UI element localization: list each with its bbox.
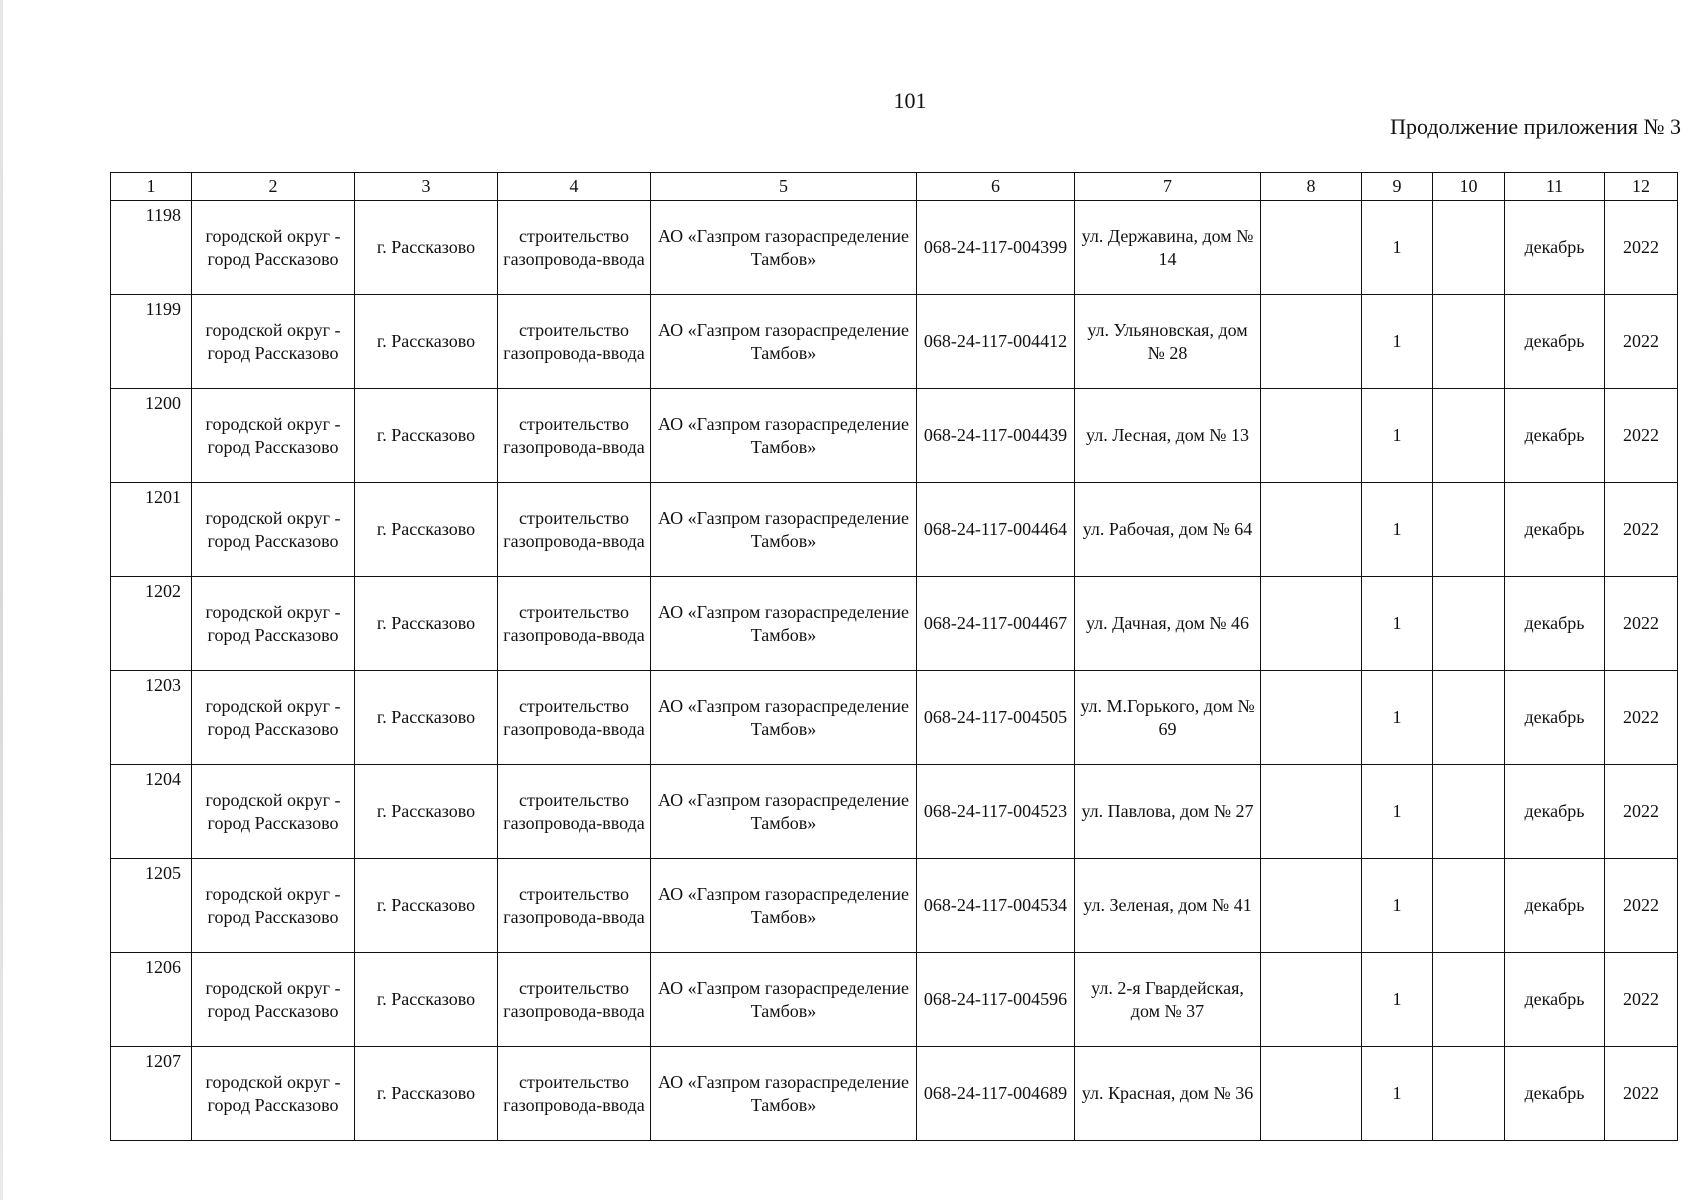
district-cell: городской округ - город Рассказово — [192, 953, 355, 1047]
district-cell: городской округ - город Рассказово — [192, 577, 355, 671]
organization-cell: АО «Газпром газораспределение Тамбов» — [651, 295, 917, 389]
object-code-cell: 068-24-117-004439 — [917, 389, 1075, 483]
table-row — [111, 953, 1678, 1047]
object-code-cell: 068-24-117-004505 — [917, 671, 1075, 765]
address-cell: ул. Красная, дом № 36 — [1075, 1047, 1261, 1141]
district-cell: городской округ - город Рассказово — [192, 483, 355, 577]
quantity-cell: 1 — [1362, 1047, 1433, 1141]
column-10-cell — [1433, 1047, 1505, 1141]
month-cell: декабрь — [1505, 1047, 1605, 1141]
quantity-cell: 1 — [1362, 389, 1433, 483]
address-cell: ул. Ульяновская, дом № 28 — [1075, 295, 1261, 389]
row-number: 1206 — [111, 953, 192, 1047]
table-row — [111, 389, 1678, 483]
locality-cell: г. Рассказово — [355, 483, 498, 577]
locality-cell: г. Рассказово — [355, 953, 498, 1047]
column-8-cell — [1261, 201, 1362, 295]
quantity-cell: 1 — [1362, 577, 1433, 671]
year-cell: 2022 — [1605, 577, 1678, 671]
district-cell: городской округ - город Рассказово — [192, 295, 355, 389]
organization-cell: АО «Газпром газораспределение Тамбов» — [651, 859, 917, 953]
work-type-cell: строительство газопровода-ввода — [498, 671, 651, 765]
column-10-cell — [1433, 953, 1505, 1047]
table-header — [111, 173, 1678, 201]
month-cell: декабрь — [1505, 295, 1605, 389]
month-cell: декабрь — [1505, 765, 1605, 859]
object-code-cell: 068-24-117-004464 — [917, 483, 1075, 577]
row-number: 1204 — [111, 765, 192, 859]
quantity-cell: 1 — [1362, 765, 1433, 859]
year-cell: 2022 — [1605, 483, 1678, 577]
year-cell: 2022 — [1605, 765, 1678, 859]
column-8-cell — [1261, 953, 1362, 1047]
quantity-cell: 1 — [1362, 859, 1433, 953]
row-number: 1207 — [111, 1047, 192, 1141]
column-10-cell — [1433, 577, 1505, 671]
organization-cell: АО «Газпром газораспределение Тамбов» — [651, 483, 917, 577]
year-cell: 2022 — [1605, 1047, 1678, 1141]
column-header-9: 9 — [1362, 173, 1433, 201]
column-8-cell — [1261, 1047, 1362, 1141]
column-10-cell — [1433, 859, 1505, 953]
table-row — [111, 765, 1678, 859]
organization-cell: АО «Газпром газораспределение Тамбов» — [651, 671, 917, 765]
object-code-cell: 068-24-117-004689 — [917, 1047, 1075, 1141]
month-cell: декабрь — [1505, 859, 1605, 953]
quantity-cell: 1 — [1362, 295, 1433, 389]
organization-cell: АО «Газпром газораспределение Тамбов» — [651, 577, 917, 671]
column-8-cell — [1261, 483, 1362, 577]
work-type-cell: строительство газопровода-ввода — [498, 577, 651, 671]
locality-cell: г. Рассказово — [355, 1047, 498, 1141]
address-cell: ул. Державина, дом № 14 — [1075, 201, 1261, 295]
year-cell: 2022 — [1605, 671, 1678, 765]
column-10-cell — [1433, 765, 1505, 859]
month-cell: декабрь — [1505, 483, 1605, 577]
year-cell: 2022 — [1605, 201, 1678, 295]
district-cell: городской округ - город Рассказово — [192, 201, 355, 295]
work-type-cell: строительство газопровода-ввода — [498, 295, 651, 389]
table-row — [111, 859, 1678, 953]
row-number: 1198 — [111, 201, 192, 295]
month-cell: декабрь — [1505, 389, 1605, 483]
appendix-continuation-caption: Продолжение приложения № 3 — [1390, 114, 1681, 139]
column-8-cell — [1261, 859, 1362, 953]
work-type-cell: строительство газопровода-ввода — [498, 1047, 651, 1141]
locality-cell: г. Рассказово — [355, 201, 498, 295]
month-cell: декабрь — [1505, 671, 1605, 765]
organization-cell: АО «Газпром газораспределение Тамбов» — [651, 765, 917, 859]
object-code-cell: 068-24-117-004523 — [917, 765, 1075, 859]
table-row — [111, 577, 1678, 671]
locality-cell: г. Рассказово — [355, 577, 498, 671]
address-cell: ул. Рабочая, дом № 64 — [1075, 483, 1261, 577]
district-cell: городской округ - город Рассказово — [192, 389, 355, 483]
column-header-5: 5 — [651, 173, 917, 201]
column-header-10: 10 — [1433, 173, 1505, 201]
address-cell: ул. 2-я Гвардейская, дом № 37 — [1075, 953, 1261, 1047]
column-10-cell — [1433, 483, 1505, 577]
row-number: 1199 — [111, 295, 192, 389]
month-cell: декабрь — [1505, 201, 1605, 295]
locality-cell: г. Рассказово — [355, 389, 498, 483]
quantity-cell: 1 — [1362, 201, 1433, 295]
address-cell: ул. Лесная, дом № 13 — [1075, 389, 1261, 483]
column-header-2: 2 — [192, 173, 355, 201]
organization-cell: АО «Газпром газораспределение Тамбов» — [651, 953, 917, 1047]
object-code-cell: 068-24-117-004467 — [917, 577, 1075, 671]
quantity-cell: 1 — [1362, 483, 1433, 577]
scan-edge-shading — [0, 0, 3, 1200]
district-cell: городской округ - город Рассказово — [192, 671, 355, 765]
column-8-cell — [1261, 577, 1362, 671]
column-8-cell — [1261, 295, 1362, 389]
object-code-cell: 068-24-117-004399 — [917, 201, 1075, 295]
object-code-cell: 068-24-117-004412 — [917, 295, 1075, 389]
row-number: 1205 — [111, 859, 192, 953]
column-8-cell — [1261, 389, 1362, 483]
organization-cell: АО «Газпром газораспределение Тамбов» — [651, 201, 917, 295]
table-row — [111, 483, 1678, 577]
header-row — [111, 173, 1678, 201]
district-cell: городской округ - город Рассказово — [192, 859, 355, 953]
work-type-cell: строительство газопровода-ввода — [498, 765, 651, 859]
column-header-7: 7 — [1075, 173, 1261, 201]
organization-cell: АО «Газпром газораспределение Тамбов» — [651, 389, 917, 483]
column-8-cell — [1261, 671, 1362, 765]
month-cell: декабрь — [1505, 953, 1605, 1047]
table-row — [111, 671, 1678, 765]
work-type-cell: строительство газопровода-ввода — [498, 389, 651, 483]
address-cell: ул. Дачная, дом № 46 — [1075, 577, 1261, 671]
row-number: 1202 — [111, 577, 192, 671]
row-number: 1201 — [111, 483, 192, 577]
year-cell: 2022 — [1605, 953, 1678, 1047]
column-header-1: 1 — [111, 173, 192, 201]
table-row — [111, 201, 1678, 295]
appendix-table — [110, 172, 1678, 1141]
quantity-cell: 1 — [1362, 671, 1433, 765]
month-cell: декабрь — [1505, 577, 1605, 671]
object-code-cell: 068-24-117-004596 — [917, 953, 1075, 1047]
column-header-6: 6 — [917, 173, 1075, 201]
address-cell: ул. Зеленая, дом № 41 — [1075, 859, 1261, 953]
work-type-cell: строительство газопровода-ввода — [498, 201, 651, 295]
column-10-cell — [1433, 201, 1505, 295]
column-header-12: 12 — [1605, 173, 1678, 201]
locality-cell: г. Рассказово — [355, 671, 498, 765]
column-header-8: 8 — [1261, 173, 1362, 201]
column-header-4: 4 — [498, 173, 651, 201]
column-10-cell — [1433, 389, 1505, 483]
year-cell: 2022 — [1605, 859, 1678, 953]
work-type-cell: строительство газопровода-ввода — [498, 859, 651, 953]
locality-cell: г. Рассказово — [355, 295, 498, 389]
district-cell: городской округ - город Рассказово — [192, 765, 355, 859]
organization-cell: АО «Газпром газораспределение Тамбов» — [651, 1047, 917, 1141]
row-number: 1200 — [111, 389, 192, 483]
row-number: 1203 — [111, 671, 192, 765]
column-header-11: 11 — [1505, 173, 1605, 201]
locality-cell: г. Рассказово — [355, 859, 498, 953]
column-8-cell — [1261, 765, 1362, 859]
year-cell: 2022 — [1605, 389, 1678, 483]
page-number: 101 — [893, 88, 927, 113]
table-row — [111, 295, 1678, 389]
quantity-cell: 1 — [1362, 953, 1433, 1047]
table-row — [111, 1047, 1678, 1141]
district-cell: городской округ - город Рассказово — [192, 1047, 355, 1141]
address-cell: ул. М.Горького, дом № 69 — [1075, 671, 1261, 765]
work-type-cell: строительство газопровода-ввода — [498, 953, 651, 1047]
column-10-cell — [1433, 295, 1505, 389]
year-cell: 2022 — [1605, 295, 1678, 389]
object-code-cell: 068-24-117-004534 — [917, 859, 1075, 953]
address-cell: ул. Павлова, дом № 27 — [1075, 765, 1261, 859]
column-10-cell — [1433, 671, 1505, 765]
work-type-cell: строительство газопровода-ввода — [498, 483, 651, 577]
column-header-3: 3 — [355, 173, 498, 201]
table-body — [111, 201, 1678, 1141]
locality-cell: г. Рассказово — [355, 765, 498, 859]
